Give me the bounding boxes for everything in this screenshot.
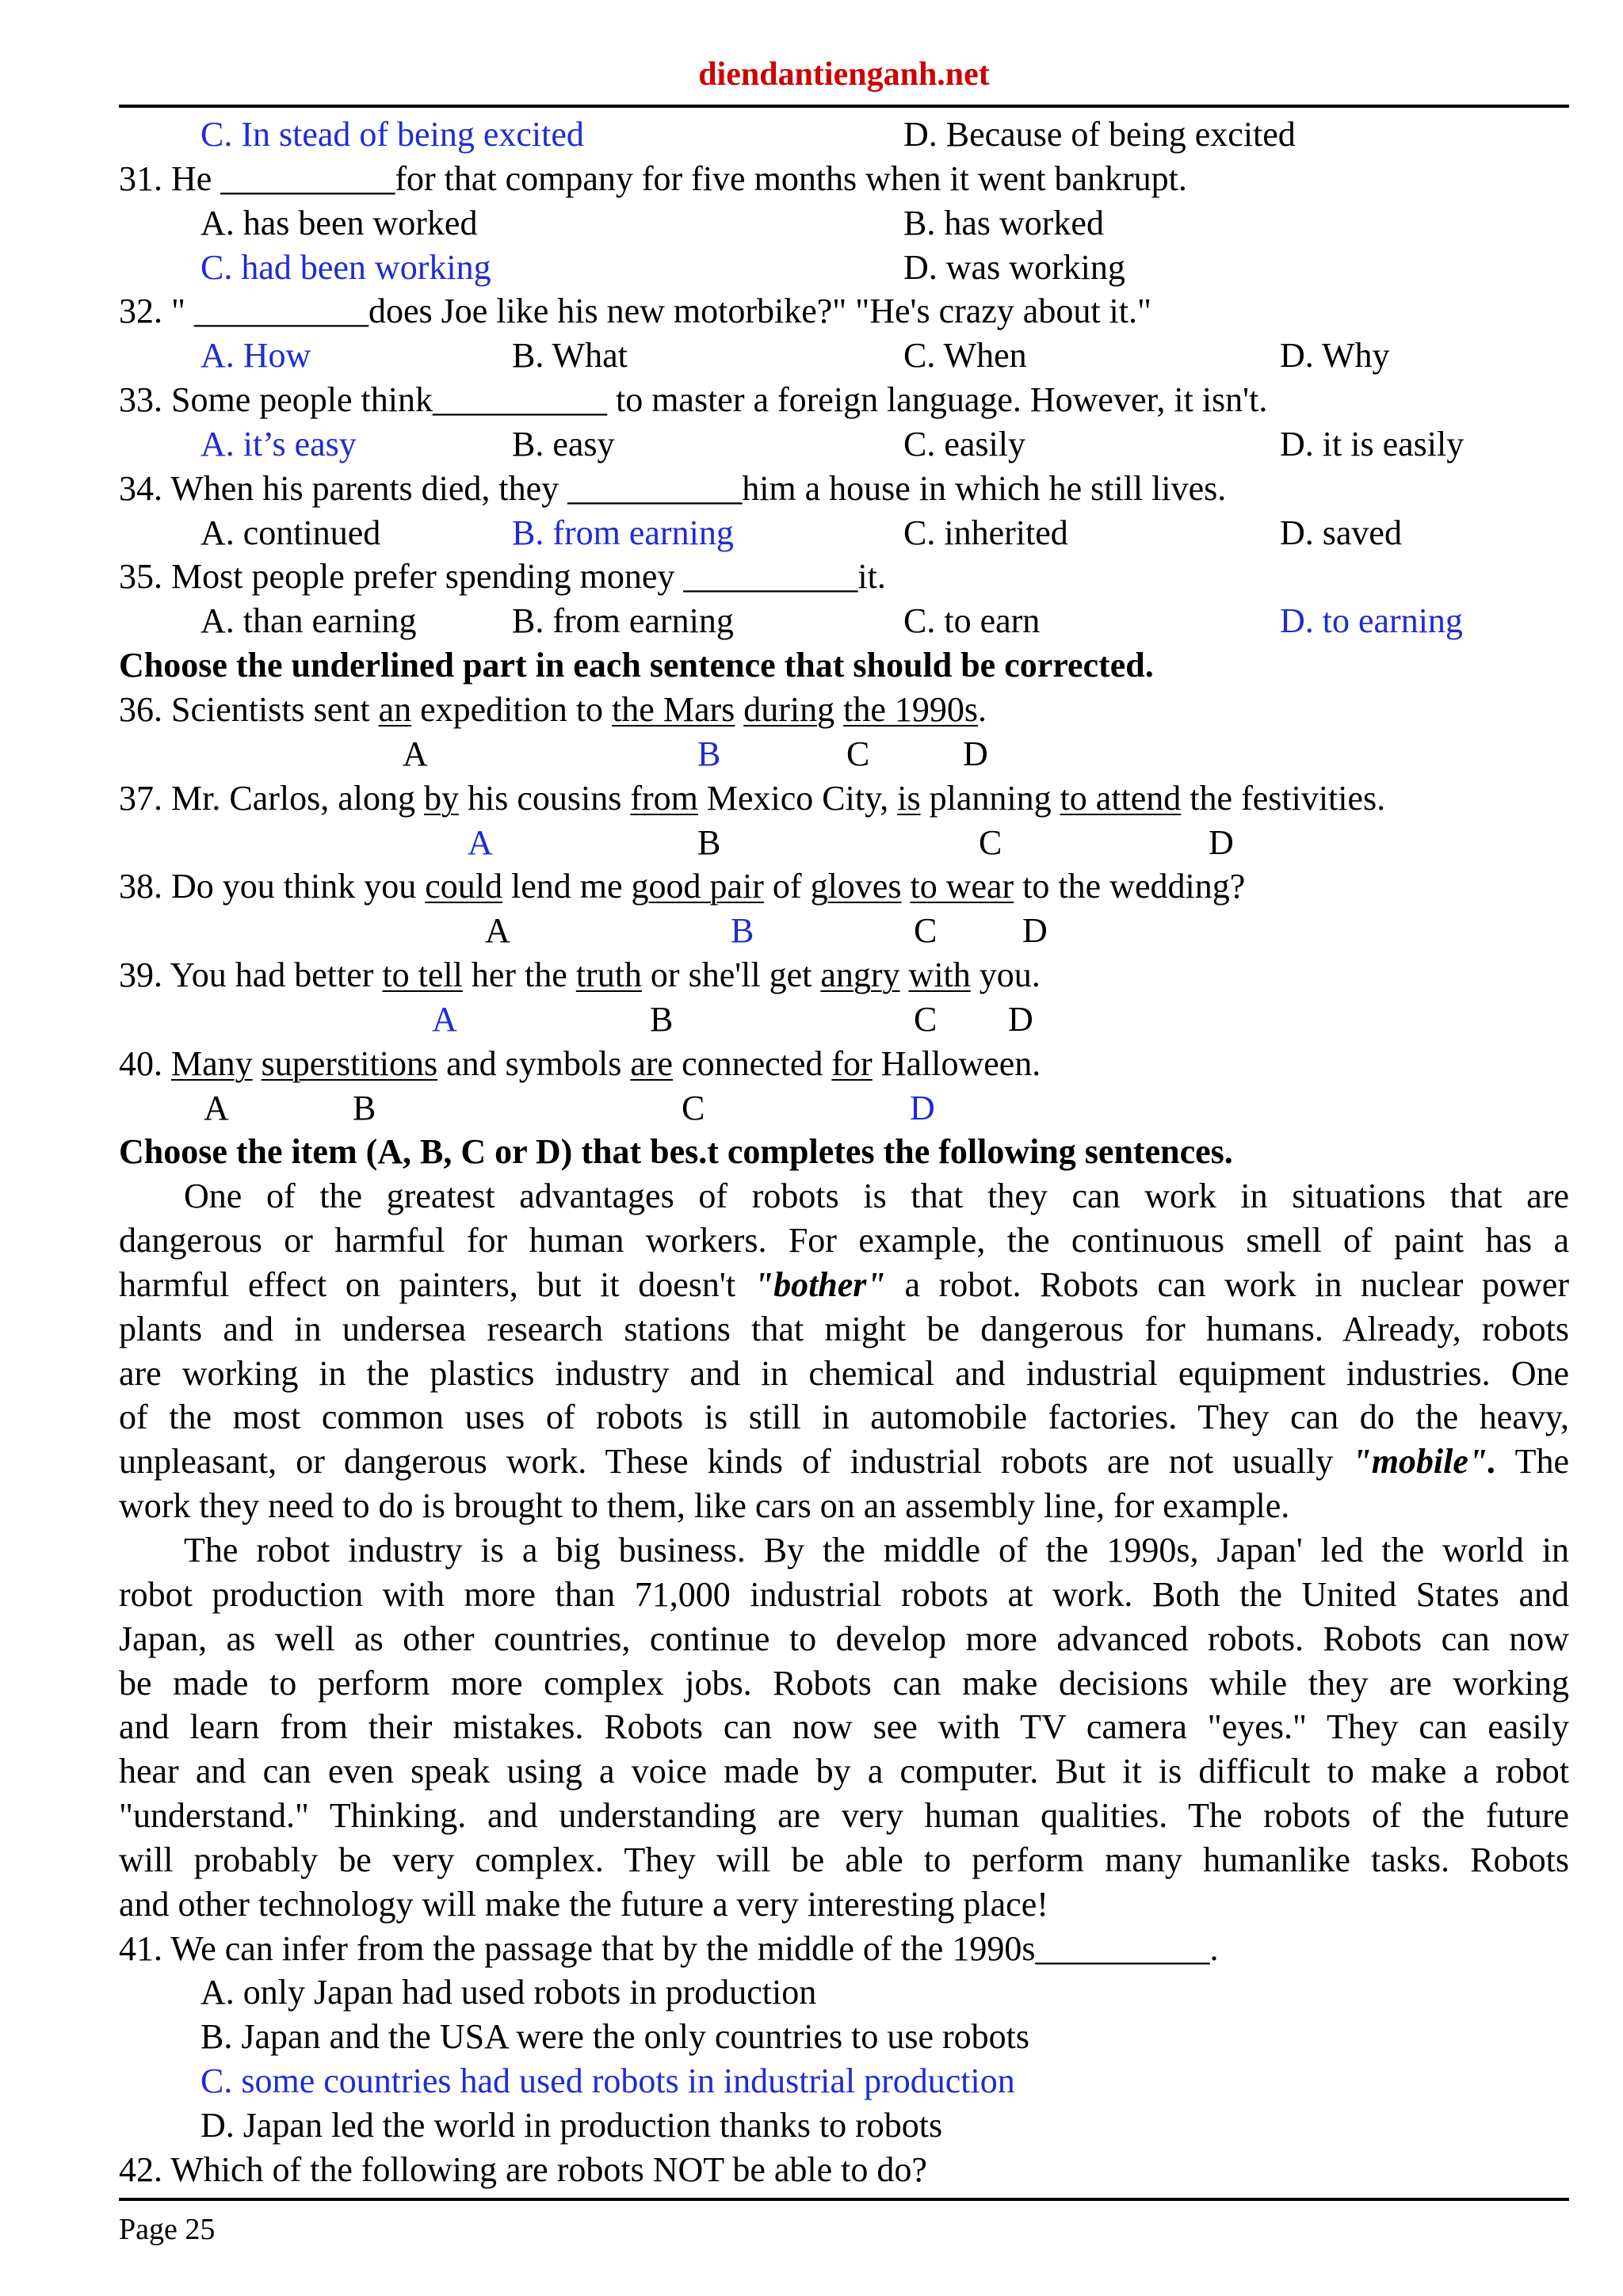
passage-line: hear and can even speak using a voice made by a computer. But it is difficult to make a robot	[119, 1752, 1569, 1791]
q37-letter-d: D	[1209, 822, 1234, 862]
emphasized-word: "bother"	[754, 1264, 886, 1304]
underlined-part-c: is	[897, 778, 921, 818]
underlined-part-c: are	[630, 1043, 674, 1083]
q31-stem: 31. He __________for that company for five months when it went bankrupt.	[119, 158, 1187, 198]
q33-stem: 33. Some people think__________ to master a foreign language. However, it isn't.	[119, 380, 1268, 420]
underlined-part-b: truth	[575, 955, 642, 995]
underlined-part-d: to attend	[1060, 778, 1182, 818]
underlined-part-d: with	[908, 955, 971, 995]
q31-option-d: D. was working	[903, 247, 1125, 287]
header-rule	[119, 105, 1569, 108]
footer-rule	[119, 2198, 1569, 2201]
q39-letter-a: A	[432, 999, 457, 1039]
q34-option-b: B. from earning	[512, 513, 734, 552]
underlined-part-a: by	[423, 778, 459, 818]
q36-letter-a: A	[403, 734, 428, 773]
q39-letter-d: D	[1008, 999, 1033, 1039]
q36-letter-d: D	[963, 734, 988, 773]
q36-letter-c: C	[846, 734, 870, 773]
q39-sentence: 39. You had better to tell her the truth or she'll get angry with you.	[119, 955, 1041, 995]
q32-option-d: D. Why	[1280, 336, 1390, 376]
blank: __________	[683, 557, 858, 597]
q40-letters	[119, 1086, 1569, 1131]
q38-letter-c: C	[914, 911, 938, 951]
q31-option-c: C. had been working	[200, 247, 491, 287]
passage-line: One of the greatest advantages of robots is that they can work in situations that are	[184, 1177, 1569, 1216]
q38-letters	[119, 909, 1569, 953]
q40-letter-a: A	[204, 1088, 229, 1127]
underlined-part-c: during	[743, 689, 835, 729]
q41-option-c: C. some countries had used robots in industrial production	[200, 2061, 1015, 2101]
q39-letters	[119, 997, 1569, 1042]
q39-letter-c: C	[914, 999, 938, 1039]
passage-line: will probably be very complex. They will be able to perform many humanlike tasks. Robots	[119, 1840, 1569, 1879]
q36-sentence: 36. Scientists sent an expedition to the Mars during the 1990s.	[119, 689, 987, 729]
q34-option-d: D. saved	[1280, 513, 1402, 552]
q33-option-a: A. it’s easy	[200, 424, 357, 463]
q37-sentence: 37. Mr. Carlos, along by his cousins from Mexico City, is planning to attend the festivities.	[119, 778, 1386, 818]
blank: __________	[432, 380, 607, 420]
underlined-part-a: Many	[171, 1043, 253, 1083]
q41-stem: 41. We can infer from the passage that by the middle of the 1990s__________.	[119, 1928, 1219, 1968]
section-title-error-identification: Choose the underlined part in each sentence that should be corrected.	[119, 646, 1154, 685]
q42-stem: 42. Which of the following are robots NOT be able to do?	[119, 2149, 927, 2189]
q32-option-b: B. What	[512, 336, 628, 376]
q38-letter-a: A	[485, 911, 510, 951]
q41-option-d: D. Japan led the world in production thanks to robots	[200, 2105, 943, 2145]
q30-option-d: D. Because of being excited	[903, 115, 1296, 154]
q40-sentence: 40. Many superstitions and symbols are connected for Halloween.	[119, 1043, 1041, 1083]
emphasized-word: "mobile".	[1352, 1442, 1497, 1482]
q38-letter-d: D	[1022, 911, 1048, 951]
q40-letter-b: B	[353, 1088, 376, 1127]
q35-options	[119, 599, 1569, 643]
q37-letter-b: B	[697, 822, 721, 862]
q36-letters	[119, 732, 1569, 776]
q30-option-c: C. In stead of being excited	[200, 115, 584, 154]
underlined-part-b: from	[630, 778, 698, 818]
passage-line: robot production with more than 71,000 industrial robots at work. Both the United States and	[119, 1574, 1569, 1614]
q35-option-b: B. from earning	[512, 601, 734, 641]
underlined-part-b: good pair	[631, 867, 764, 906]
q41-option-a: A. only Japan had used robots in production	[200, 1973, 817, 2012]
q35-option-d: D. to earning	[1280, 601, 1463, 641]
site-header: diendantienganh.net	[698, 56, 990, 93]
q37-letter-c: C	[979, 822, 1002, 862]
underlined-part-d: the 1990s	[843, 689, 979, 729]
q37-letter-a: A	[468, 822, 493, 862]
q31-options-cd	[119, 246, 1569, 290]
q38-letter-b: B	[731, 911, 754, 951]
page-number: Page 25	[119, 2213, 216, 2246]
q32-option-c: C. When	[903, 336, 1027, 376]
q39-letter-b: B	[650, 999, 674, 1039]
page-content	[119, 113, 1569, 2192]
q34-option-a: A. continued	[200, 513, 381, 552]
underlined-part-b: superstitions	[261, 1043, 438, 1083]
blank: __________	[567, 468, 743, 508]
passage-line: and other technology will make the future a very interesting place!	[119, 1884, 1048, 1924]
q35-stem: 35. Most people prefer spending money __________it.	[119, 557, 886, 597]
q33-option-b: B. easy	[512, 424, 615, 463]
underlined-part-d: for	[831, 1043, 873, 1083]
passage-line: Japan, as well as other countries, continue to develop more advanced robots. Robots can now	[119, 1619, 1569, 1658]
underlined-part-a: could	[425, 867, 502, 906]
q41-option-b: B. Japan and the USA were the only countries to use robots	[200, 2017, 1030, 2057]
passage-line: of the most common uses of robots is still in automobile factories. They can do the heavy,	[119, 1398, 1569, 1437]
q35-option-c: C. to earn	[903, 601, 1041, 641]
q34-option-c: C. inherited	[903, 513, 1068, 552]
blank: __________	[220, 158, 395, 198]
underlined-part-c: gloves	[810, 867, 902, 906]
q36-letter-b: B	[697, 734, 721, 773]
passage-line: "understand." Thinking. and understanding are very human qualities. The robots of the future	[119, 1796, 1569, 1836]
blank: __________	[193, 292, 369, 331]
q37-letters	[119, 821, 1569, 865]
underlined-part-b: the Mars	[612, 689, 735, 729]
underlined-part-c: angry	[820, 955, 900, 995]
passage-line: dangerous or harmful for human workers. For example, the continuous smell of paint has a	[119, 1221, 1569, 1261]
passage-line: and learn from their mistakes. Robots can now see with TV camera "eyes." They can easily	[119, 1707, 1569, 1747]
section-title-reading: Choose the item (A, B, C or D) that bes.t completes the following sentences.	[119, 1132, 1233, 1172]
q33-option-c: C. easily	[903, 424, 1025, 463]
q31-option-b: B. has worked	[903, 203, 1104, 242]
q32-option-a: A. How	[200, 336, 311, 376]
q33-option-d: D. it is easily	[1280, 424, 1465, 463]
q33-options	[119, 422, 1569, 467]
underlined-part-a: an	[378, 689, 412, 729]
q32-options	[119, 334, 1569, 378]
q35-option-a: A. than earning	[200, 601, 417, 641]
underlined-part-a: to tell	[382, 955, 463, 995]
q40-letter-d: D	[910, 1088, 935, 1127]
q38-sentence: 38. Do you think you could lend me good pair of gloves to wear to the wedding?	[119, 867, 1246, 906]
q30-options	[119, 113, 1569, 157]
q34-stem: 34. When his parents died, they __________him a house in which he still lives.	[119, 468, 1227, 508]
passage-line: harmful effect on painters, but it doesn't "bother" a robot. Robots can work in nuclear power	[119, 1264, 1569, 1304]
passage-line: unpleasant, or dangerous work. These kinds of industrial robots are not usually "mobile". The	[119, 1442, 1569, 1482]
passage-line: plants and in undersea research stations that might be dangerous for humans. Already, robots	[119, 1309, 1569, 1348]
passage-line: are working in the plastics industry and in chemical and industrial equipment industries. One	[119, 1353, 1569, 1393]
passage-line: The robot industry is a big business. By the middle of the 1990s, Japan' led the world in	[184, 1531, 1569, 1569]
q31-options-ab	[119, 201, 1569, 246]
blank: __________	[1035, 1928, 1210, 1968]
q40-letter-c: C	[682, 1088, 705, 1127]
q31-option-a: A. has been worked	[200, 203, 478, 242]
underlined-part-d: to wear	[910, 867, 1014, 906]
q32-stem: 32. " __________does Joe like his new motorbike?" "He's crazy about it."	[119, 292, 1151, 331]
passage-line: be made to perform more complex jobs. Robots can make decisions while they are working	[119, 1663, 1569, 1703]
q34-options	[119, 511, 1569, 555]
passage-line: work they need to do is brought to them, like cars on an assembly line, for example.	[119, 1486, 1290, 1526]
